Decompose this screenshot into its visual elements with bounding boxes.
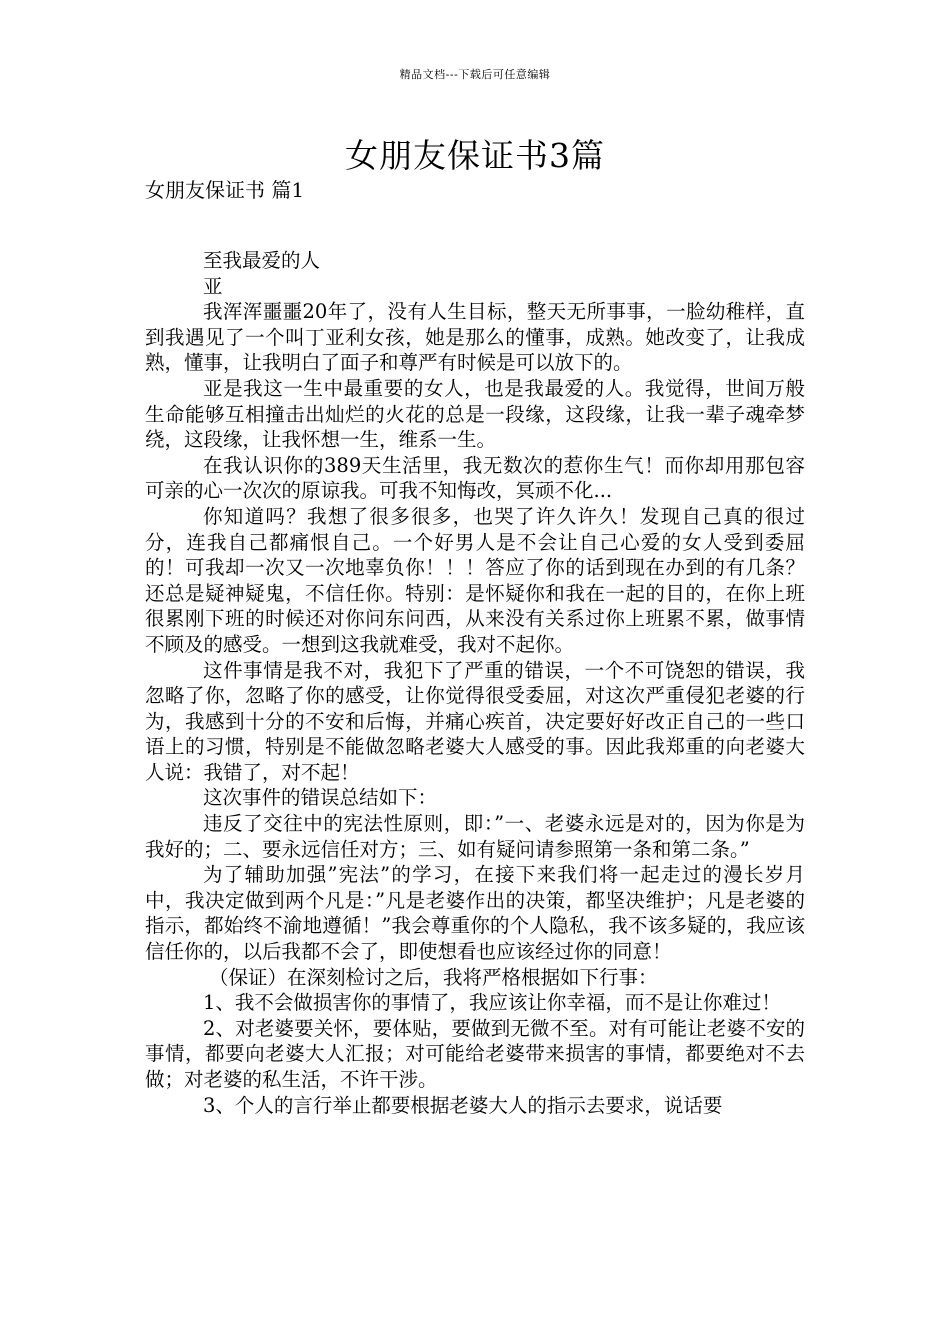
- paragraph: 这次事件的错误总结如下：: [203, 786, 438, 810]
- document-body: [145, 248, 805, 1118]
- paragraph: 这件事情是我不对，我犯下了严重的错误，一个不可饶恕的错误，我忽略了你，忽略了你的感受，让你觉得很受委屈，对这次严重侵犯老婆的行为，我感到十分的不安和后悔，并痛心疾首，决定要好好改正自己的一些口语上的习惯，特别是不能做忽略老婆大人感受的事。因此我郑重的向老婆大人说：我错了，对不起！: [145, 658, 805, 784]
- list-item: 3、个人的言行举止都要根据老婆大人的指示去要求，说话要: [203, 1093, 723, 1117]
- paragraph: 违反了交往中的宪法性原则，即：”一、老婆永远是对的，因为你是为我好的；二、要永远信任对方；三、如有疑问请参照第一条和第二条。”: [145, 812, 805, 861]
- recipient-name: 亚: [203, 274, 223, 298]
- paragraph: 在我认识你的389天生活里，我无数次的惹你生气！而你却用那包容可亲的心一次次的原谅我。可我不知悔改，冥顽不化...: [145, 453, 805, 503]
- paragraph: 我浑浑噩噩20年了，没有人生目标，整天无所事事，一脸幼稚样，直到我遇见了一个叫丁亚利女孩，她是那么的懂事，成熟。她改变了，让我成熟，懂事，让我明白了面子和尊严有时候是可以放下的。: [145, 300, 805, 375]
- paragraph: 你知道吗？我想了很多很多，也哭了许久许久！发现自己真的很过分，连我自己都痛恨自己。一个好男人是不会让自己心爱的女人受到委屈的！可我却一次又一次地辜负你！！！答应了你的话到现在办到的有几条？还总是疑神疑鬼，不信任你。特别：是怀疑你和我在一起的目的，在你上班很累刚下班的时候还对你问东问西，从来没有关系过你上班累不累，做事情不顾及的感受。一想到这我就难受，我对不起你。: [145, 504, 805, 656]
- document-title: 女朋友保证书3篇: [345, 136, 605, 175]
- paragraph: 为了辅助加强”宪法”的学习，在接下来我们将一起走过的漫长岁月中，我决定做到两个凡是：”凡是老婆作出的决策，都坚决维护；凡是老婆的指示，都始终不渝地遵循！”我会尊重你的个人隐私，我不该多疑的，我应该信任你的，以后我都不会了，即使想看也应该经过你的同意！: [145, 863, 805, 964]
- paragraph: 亚是我这一生中最重要的女人，也是我最爱的人。我觉得，世间万般生命能够互相撞击出灿烂的火花的总是一段缘，这段缘，让我一辈子魂牵梦绕，这段缘，让我怀想一生，维系一生。: [145, 376, 805, 452]
- paragraph: （保证）在深刻检讨之后，我将严格根据如下行事：: [209, 965, 658, 989]
- list-item: 1、我不会做损害你的事情了，我应该让你幸福，而不是让你难过！: [203, 991, 781, 1015]
- list-item: 2、对老婆要关怀，要体贴，要做到无微不至。对有可能让老婆不安的事情，都要向老婆大人汇报；对可能给老婆带来损害的事情，都要绝对不去做；对老婆的私生活，不许干涉。: [145, 1016, 805, 1091]
- section-subtitle: 女朋友保证书 篇1: [145, 178, 305, 202]
- page-header: 精品文档---下载后可任意编辑: [399, 68, 551, 81]
- salutation: 至我最爱的人: [203, 249, 321, 272]
